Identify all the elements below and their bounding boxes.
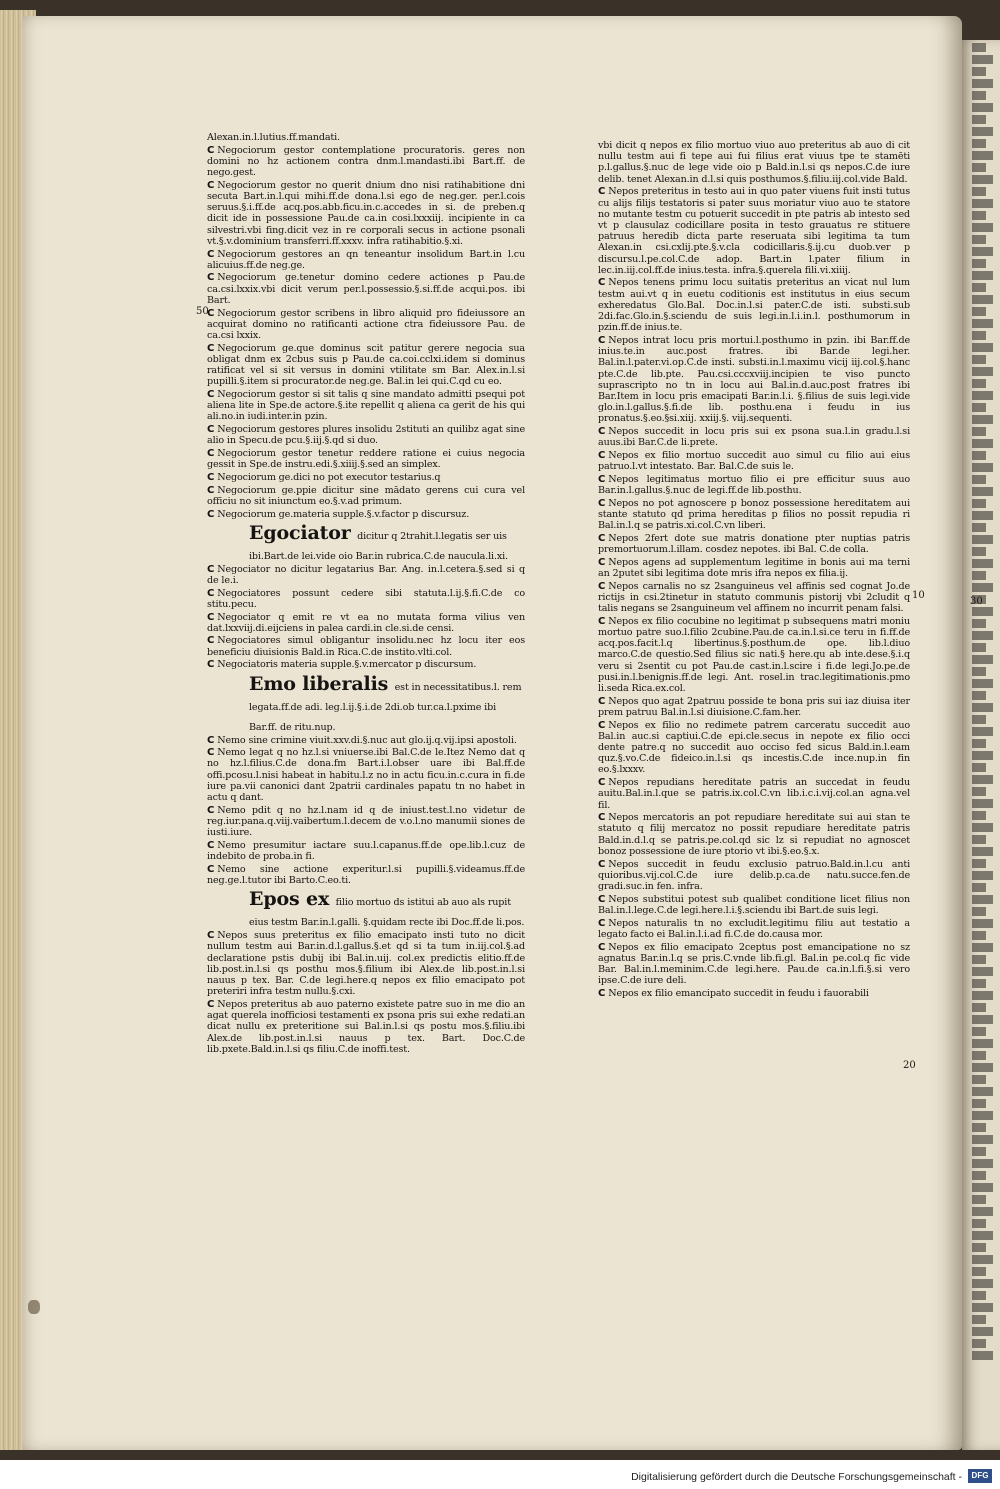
pilcrow-icon: C [207,930,215,942]
facing-page-text-line [972,295,993,304]
pilcrow-icon: C [207,863,215,875]
facing-page-text-line [972,1351,993,1360]
pilcrow-icon: C [598,812,606,824]
entry-text: Negociorum gestores plures insolidu 2stituti an quilibz agat sine alio in Specu.de pcu.§.iij.§.qd si duo. [207,424,525,447]
facing-page-text-line [972,451,986,460]
pilcrow-icon: C [598,580,606,592]
entry-text: Nemo presumitur iactare suu.l.capanus.ff.de ope.lib.l.cuz de indebito de proba.in fi. [207,839,525,863]
facing-page-text-line [972,319,993,328]
text-entry [207,659,525,670]
entry-text: Nepos tenens primu locu suitatis preteritus an vicat nul lum testm aui.vt q in euetu coditionis est institutus in eius secum exheredatus Glo.Bal. Doc.in.l.si pater.C.de isti. substi.sub 2di.fac.Glo.in.§.sciendu de suis legi.in.l.i.in.l. posthumorum in pzin.ff.de inius.te. [598,277,910,334]
facing-page-text-line [972,1135,993,1144]
pilcrow-icon: C [598,941,606,953]
facing-page-text-line [972,1279,993,1288]
entry-text: Nepos ex filio mortuo succedit auo simul cu filio aui eius patruo.l.vt intestato. Bar. Bal.C.de suis le. [598,449,910,473]
entry-text: Nepos ex filio cocubine no legitimat p subsequens matri moniu mortuo patre suo.l.filio 2cubine.Pau.de ca.in.l.si.ce teru in fi.ff.de acq.pos.facit.l.q libertinus.§.posthum.de ope. lib.l.diuo marco.C.de questio.Sed filius sic nati.§ here.qu ab inte.dese.§.i.q veru si 2sentit cu pot Pau.de cast.in.l.scire i fi.de legi.Jo.pe.de pusi.in.l.benignis.ff.de legi. Ant. rosel.in trac.legitimationis.pmo li.seda Rica.ex.col. [598,615,910,695]
entry-text: Negociorum gestor tenetur reddere ratione ei cuius negocia gessit in Spe.de instru.edi.§.xiiij.§.sed an simplex. [207,447,525,471]
facing-page-text-line [972,1003,986,1012]
entry-text: Negociorum gestores an qn teneantur insolidum Bart.in l.cu alicuius.ff.de neg.ge. [207,248,525,271]
facing-page-text-line [972,619,986,628]
facing-page-text-line [972,1291,986,1300]
text-entry [207,485,525,507]
facing-page-text-line [972,943,993,952]
text-entry [207,930,525,997]
facing-page-text-line [972,331,986,340]
facing-page-text-line [972,391,993,400]
text-entry [207,249,525,271]
text-entry [207,612,525,634]
facing-page-text-line [972,859,986,868]
pilcrow-icon: C [598,449,606,461]
pilcrow-icon: C [598,277,606,289]
text-entry [207,635,525,657]
text-entry [207,472,525,483]
entry-text: Nemo pdit q no hz.l.nam id q de iniust.test.l.no videtur de reg.iur.pana.q.viij.vaibertum.l.decem de v.o.l.no manumii siones de iusti.iure. [207,804,525,839]
text-entry [598,335,910,425]
facing-page-text-line [972,1111,993,1120]
text-entry [207,747,525,803]
facing-page-text-line [972,1207,993,1216]
facing-page-text-line [972,787,986,796]
facing-page-text-line [972,1063,993,1072]
pilcrow-icon: C [598,858,606,870]
facing-page-text-line [972,67,986,76]
text-entry [598,812,910,857]
text-entry [207,564,525,586]
facing-page-text-line [972,751,993,760]
heading-continuation: est in necessitatibus.l. rem legata.ff.de adi. leg.l.ij.§.i.de 2di.ob tur.ca.l.pxime ibi Bar.ff. de ritu.nup. [249,681,522,733]
facing-page-text-line [972,91,986,100]
pilcrow-icon: C [207,804,215,816]
facing-page-text-line [972,487,993,496]
pilcrow-icon: C [207,484,215,496]
entry-text: Nepos substitui potest sub qualibet conditione licet filius non Bal.in.l.lege.C.de legi.here.l.i.§.sciendu ibi Bart.de suis legi. [598,893,910,916]
facing-page-text-line [972,499,986,508]
facing-page-text-line [972,1183,993,1192]
pilcrow-icon: C [598,334,606,346]
text-entry [598,557,910,579]
text-entry [598,533,910,555]
facing-page-text-line [972,403,986,412]
facing-page-text-line [972,667,986,676]
entry-text: Negociorum gestor no querit dnium dno nisi ratihabitione dni secuta Bart.in.l.qui mihi.ff.de dona.l.si ego de neg.ger. per.l.cois seruus.§.i.ff.de acq.pos.abb.ficu.in.c.accedes in si. de preben.q dicit ide in possessione Pau.de ca.in cosi.lxxxiij. incipiente in ca silvestri.vbi fing.dicit vez in re corporali secus in actione psonali vt.§.v.dominium transferri.ff.xxxv. infra ratihabitio.§.xi. [207,179,525,247]
facing-page-text-line [972,355,986,364]
facing-page-text-line [972,55,993,64]
facing-page-text-line [972,871,993,880]
facing-page-text-line [972,343,993,352]
left-text-column [207,132,525,1056]
heading-initial-word: Egociator [249,521,351,544]
text-entry [207,424,525,446]
section-heading-nemo [249,674,525,734]
text-entry [598,918,910,940]
entry-text: Negociatoris materia supple.§.v.mercator p discursum. [217,659,477,671]
text-entry [598,616,910,694]
pilcrow-icon: C [598,615,606,627]
facing-page-text-line [972,367,993,376]
facing-page-text-line [972,571,986,580]
pilcrow-icon: C [598,893,606,905]
entry-text: Nepos repudians hereditate patris an succedat in feudu auitu.Bal.in.l.que se patris.ix.col.C.vn lib.i.c.i.vij.col.an agna.vel fil. [598,777,910,811]
text-entry [207,840,525,862]
text-entry [207,145,525,179]
facing-page-text-line [972,739,986,748]
facing-page-text-line [972,223,993,232]
entry-text: Nemo sine actione experitur.l.si pupilli.§.videamus.ff.de neg.ge.l.tutor ibi Barto.C.eo.ti. [207,863,525,886]
pilcrow-icon: C [207,471,215,483]
facing-page-text-line [972,967,993,976]
margin-number-10: 10 [912,590,925,601]
facing-page-text-line [972,379,986,388]
pilcrow-icon: C [207,248,215,260]
text-entry [598,277,910,333]
text-entry [207,805,525,839]
facing-page-text-line [972,547,986,556]
facing-page-text-line [972,247,993,256]
facing-page-text-line [972,955,986,964]
margin-number-50: 50 [196,306,209,317]
facing-page-text-line [972,919,993,928]
facing-page-text-line [972,79,993,88]
facing-page-text-line [972,583,993,592]
facing-page-text-line [972,1087,993,1096]
facing-page-text-line [972,631,993,640]
text-entry [207,999,525,1055]
facing-page-text-line [972,103,993,112]
entry-text: Nepos mercatoris an pot repudiare hereditate sui aui stan te statuto q filij mercatoz no possit repudiare hereditate patris Bald.in.d.l.q se patris.pe.col.qd sic lz si repudiat no agnoscet bonoz possessione de iure ptorio vt ibi.§.eo.§.x. [598,812,910,857]
text-entry [207,343,525,388]
facing-page-text-line [972,463,993,472]
text-entry [207,308,525,342]
pilcrow-icon: C [207,839,215,851]
facing-page-text-line [972,1255,993,1264]
pilcrow-icon: C [207,587,215,599]
text-entry [207,448,525,470]
entry-text: Negociorum ge.dici no pot executor testarius.q [217,471,441,483]
pilcrow-icon: C [207,998,215,1010]
entry-text: Nepos suus preteritus ex filio emacipato insti tuto no dicit nullum testm aui Bar.in.d.l.gallus.§.et qd si ta tum in.iij.col.§.ad declaratione pstis dubij ibi Bal.in.uij. col.ex predictis elitio.ff.de lib.post.in.l.si qs posthu mos.§.filium ibi Alex.de lib.post.in.l.si nauus p tex. Bar. C.de legi.here.q nepos ex filio emacipato pot preteriri infra testm nullu.§.cxi. [207,930,525,998]
text-entry [598,498,910,532]
facing-page-text-line [972,883,986,892]
entry-text: Nepos quo agat 2patruu posside te bona pris sui iaz diuisa iter prem patruu Bal.in.l.si diuisione.C.fam.her. [598,695,910,718]
facing-page-text-line [972,715,986,724]
entry-text: Nepos naturalis tn no excludit.legitimu filiu aut testatio a legato facto ei Bal.in.l.i.ad fi.C.de do.causa mor. [598,917,910,940]
facing-page-text-line [972,1339,986,1348]
heading-initial-word: Epos ex [249,888,330,911]
facing-page-text-line [972,151,993,160]
pilcrow-icon: C [207,307,215,319]
facing-page-text-line [972,991,993,1000]
facing-page-text-line [972,1039,993,1048]
pilcrow-icon: C [207,659,215,671]
text-entry [598,942,910,987]
facing-page-text-line [972,1195,986,1204]
pilcrow-icon: C [207,388,215,400]
entry-text: Negociorum ge.materia supple.§.v.factor p discursuz. [217,508,470,520]
text-entry [598,474,910,496]
facing-page-text-line [972,211,986,220]
facing-page-text-line [972,1051,986,1060]
pilcrow-icon: C [207,179,215,191]
text-entry [598,988,910,999]
facing-page-text-line [972,1243,986,1252]
facing-page-text-line [972,1123,986,1132]
text-entry [207,389,525,423]
facing-page-text-line [972,1267,986,1276]
pilcrow-icon: C [598,777,606,789]
facing-page-text-line [972,931,986,940]
facing-page-text-line [972,1303,993,1312]
facing-page-text-line [972,139,986,148]
entry-text: Nepos ex filio emancipato succedit in feudu i fauorabili [608,987,869,999]
facing-page-text-line [972,1327,993,1336]
facing-page-text-line [972,1219,986,1228]
facing-page-text-line [972,775,993,784]
pilcrow-icon: C [207,563,215,575]
text-entry [598,581,910,615]
entry-text: Negociator q emit re vt ea no mutata forma vilius ven dat.lxxviij.di.eijciens in palea cardi.in cle.si.de censi. [207,611,525,634]
facing-page-text-line [972,199,993,208]
facing-page-text-line [972,115,986,124]
pilcrow-icon: C [598,556,606,568]
facing-page-text-line [972,763,986,772]
facing-page-text-line [972,679,993,688]
pilcrow-icon: C [207,424,215,436]
entry-text: Alexan.in.l.lutius.ff.mandati. [207,132,340,143]
facing-page-text-line [972,1027,986,1036]
pilcrow-icon: C [598,186,606,198]
heading-initial-word: Emo liberalis [249,672,389,695]
pilcrow-icon: C [598,426,606,438]
facing-page-text-line [972,907,986,916]
entry-text: Negociorum gestor contemplatione procuratoris. geres non domini no hz actionem contra dnm.l.mandasti.ibi Bart.ff. de nego.gest. [207,144,525,179]
pilcrow-icon: C [598,473,606,485]
text-entry [598,140,910,185]
facing-page-edge [962,40,1000,1450]
pilcrow-icon: C [207,144,215,156]
section-heading-nepos [249,889,525,929]
facing-page-text-line [972,1147,986,1156]
entry-text: Nepos no pot agnoscere p bonoz possessione hereditatem aui stante statuto qd prima hereditas p filios no possit repudia ri Bal.in.l.q se patris.xi.col.C.vn liberi. [598,497,910,532]
pilcrow-icon: C [207,447,215,459]
entry-text: Negociorum ge.tenetur domino cedere actiones p Pau.de ca.csi.lxxix.vbi dicit verum per.l.possessio.§.si.ff.de acqui.pos. ibi Bart. [207,272,525,306]
facing-page-text-line [972,523,986,532]
pilcrow-icon: C [207,508,215,520]
pilcrow-icon: C [598,917,606,929]
entry-text: Negociorum gestor scribens in libro aliquid pro fideiussore an acquirat domino no ratificanti actione ctra fideiussore Pau. de ca.csi lxxix. [207,307,525,341]
facing-page-text-line [972,655,993,664]
heading-continuation: filio mortuo ds istitui ab auo als rupit eius testm Bar.in.l.galli. §.quidam recte ibi Doc.ff.de li.pos. [249,897,525,929]
facing-page-text-line [972,187,986,196]
facing-page-text-line [972,1315,986,1324]
text-entry [207,272,525,306]
entry-text: Nepos ex filio no redimete patrem carceratu succedit auo Bal.in auc.si captiui.C.de epi.cle.secus in nepote ex filio occi dente patre.q no succedit auo occiso fed sicus Bald.in.l.eam quz.§.vo.C.de fideico.in.l.si qs incestis.C.de ince.nup.in fin eo.§.lxxxv. [598,719,910,776]
entry-text: Negociorum gestor si sit talis q sine mandato admitti psequi pot aliena lite in Spe.de actore.§.ite repellit q aliena ca gerit de his qui ali.no.in iudi.inter.in pzin. [207,388,525,423]
entry-text: Negociatores simul obligantur insolidu.nec hz locu iter eos beneficiu diuisionis Bald.in Rica.C.de instito.vlti.col. [207,635,525,658]
facing-page-text-line [972,1099,986,1108]
text-entry [207,509,525,520]
section-heading-negociator [249,523,525,563]
entry-text: Nepos carnalis no sz 2sanguineus vel affinis sed cognat Jo.de rictijs in csi.2tinetur in statuto communis pistorij vbi 2cludit q talis negans se 2sanguineum vel affinem no incurrit penam falsi. [598,580,910,615]
entry-text: Nepos preteritus ab auo paterno existete patre suo in me dio an agat querela inofficiosi testamenti ex psona pris sui exhe redati.an dicat nullu ex preteritione sui Bal.in.l.si qs postu mos.§.filiu.ibi Alex.de lib.post.in.l.si nauus p tex. Bart. Doc.C.de lib.pxete.Bald.in.l.si qs filiu.C.de inoffi.test. [207,998,525,1055]
text-entry [598,777,910,811]
entry-text: Negociatores possunt cedere sibi statuta.l.ij.§.fi.C.de co stitu.pecu. [207,587,525,610]
entry-text: Nepos preteritus in testo aui in quo pater viuens fuit insti tutus cu alijs filijs testatoris si pater suus moriatur viuo auo te statore no mutante testm cu potuerit succedit in pte patris ab intesto sed vt p clausulaz codicillare posita in testo grauatus re stituere patruus heredib dicta parte reseruata sibi legitima ta tum Alexan.in csi.cxlij.pte.§.v.cla codicillaris.§.ij.cu duob.ver p discursu.l.pe.col.C.de adop. Bart.in l.pater filium in lec.in.iij.col.ff.de inius.testa. infra.§.querela fili.vi.xiiij. [598,186,910,276]
facing-page-text-line [972,799,993,808]
facing-page-text-line [972,127,993,136]
entry-text: Nepos 2fert dote sue matris donatione pter nuptias patris premortuorum.l.illam. cosdez nepotes. ibi Bal. C.de colla. [598,532,910,556]
text-entry [207,132,525,143]
text-entry [598,186,910,276]
pilcrow-icon: C [207,272,215,284]
text-entry [598,720,910,776]
pilcrow-icon: C [207,734,215,746]
entry-text: Nemo legat q no hz.l.si vniuerse.ibi Bal.C.de le.Itez Nemo dat q no hz.l.filius.C.de dona.fm Bart.i.l.obser uare ibi Bal.ff.de offi.pcosu.l.nisi habeat in habitu.l.z no in actu ficu.in.c.cura in fi.de iure pa.vii canonici dant 2patrii cardinales papatu tn no habet in actu q dant. [207,747,525,804]
margin-number-30: 30 [970,596,983,607]
facing-page-text-line [972,271,993,280]
dfg-logo: DFG [968,1469,992,1483]
text-entry [207,180,525,247]
facing-page-text-line [972,607,993,616]
facing-page-text-line [972,811,986,820]
pilcrow-icon: C [207,635,215,647]
facing-page-text-line [972,703,993,712]
facing-page-text-line [972,1159,993,1168]
facing-page-text-line [972,835,986,844]
entry-text: Nepos ex filio emacipato 2ceptus post emancipatione no sz agnatus Bar.in.l.q se pris.C.vnde lib.fi.gl. Bal.in pe.col.q fic vide Bar. Bal.in.l.meminim.C.de legi.here. Pau.de ca.in.l.fi.§.si vero ipse.C.de iure deli. [598,941,910,987]
entry-text: Nepos agens ad supplementum legitime in bonis aui ma terni an 2putet sibi legitima dote mris ifra nepos ex filia.ij. [598,556,910,580]
text-entry [207,735,525,746]
entry-text: Negociator no dicitur legatarius Bar. Ang. in.l.cetera.§.sed si q de le.i. [207,563,525,586]
facing-page-text-line [972,427,986,436]
facing-page-text-line [972,691,986,700]
facing-page-text-line [972,847,993,856]
text-entry [598,859,910,893]
footer-credit: Digitalisierung gefördert durch die Deutsche Forschungsgemeinschaft - [631,1471,962,1483]
facing-page-text-line [972,439,993,448]
facing-page-text-line [972,235,986,244]
pilcrow-icon: C [598,497,606,509]
entry-text: vbi dicit q nepos ex filio mortuo viuo auo preteritus ab auo di cit nullu testm aui fi tepe aui fui filius erat viuus tpe te stamēti p.l.gallus.§.nuc de lege vide oio p Bald.in.l.si qs nepos.C.de iure delib. tenet Alexan.in d.l.si quis posthumos.§.filiu.iij.col.vide Bald. [598,140,910,185]
text-entry [207,864,525,886]
facing-page-text-line [972,307,986,316]
facing-page-text-line [972,1015,993,1024]
facing-page-text-line [972,475,986,484]
text-entry [207,588,525,610]
pilcrow-icon: C [207,611,215,623]
margin-number-20: 20 [903,1060,916,1071]
right-text-column [598,140,910,1001]
facing-page-text-line [972,415,993,424]
facing-page-text-line [972,979,986,988]
heading-continuation: dicitur q 2trahit.l.legatis ser uis ibi.Bart.de lei.vide oio Bar.in rubrica.C.de naucula.li.xi. [249,530,508,562]
entry-text: Negociorum ge.ppie dicitur sine mādato gerens cui cura vel officiu no sit iniunctum eo.§.v.ad primum. [207,484,525,507]
pilcrow-icon: C [207,342,215,354]
text-entry [598,450,910,472]
facing-page-text-line [972,1075,986,1084]
facing-page-text-line [972,559,993,568]
facing-page-text-line [972,727,993,736]
pilcrow-icon: C [598,532,606,544]
facing-page-text-line [972,895,993,904]
ink-smudge [28,1300,40,1314]
facing-page-text-line [972,259,986,268]
facing-page-text-line [972,1231,993,1240]
facing-page-text-line [972,1171,986,1180]
text-entry [598,696,910,718]
entry-text: Nepos succedit in locu pris sui ex psona sua.l.in gradu.l.si auus.ibi Bar.C.de li.prete. [598,426,910,449]
facing-page-text-line [972,823,993,832]
entry-text: Negociorum ge.que dominus scit patitur gerere negocia sua obligat dnm ex 2cbus suis p Pau.de ca.coi.cclxi.idem si dominus ratificat vel si sit versus in domini vtilitate sm Bar. Alex.in.l.si pupilli.§.item si procurator.de neg.ge. Bal.in lei qui.C.qd cu eo. [207,342,525,388]
facing-page-text-line [972,283,986,292]
entry-text: Nemo sine crimine viuit.xxv.di.§.nuc aut glo.ij.q.vij.ipsi apostoli. [217,734,517,746]
pilcrow-icon: C [598,719,606,731]
entry-text: Nepos legitimatus mortuo filio ei pre efficitur suus auo Bar.in.l.gallus.§.nuc de legi.ff.de lib.posthu. [598,473,910,497]
facing-page-text-line [972,175,993,184]
facing-page-text-line [972,643,986,652]
facing-page-text-line [972,535,993,544]
entry-text: Nepos succedit in feudu exclusio patruo.Bald.in.l.cu anti quioribus.vij.col.C.de iure delib.p.ca.de natu.succe.fen.de gradi.suc.in fen. infra. [598,858,910,892]
pilcrow-icon: C [207,747,215,759]
pilcrow-icon: C [598,987,606,999]
text-entry [598,894,910,916]
facing-page-text-line [972,511,993,520]
pilcrow-icon: C [598,695,606,707]
facing-page-text-line [972,43,986,52]
text-entry [598,426,910,448]
facing-page-text-line [972,163,986,172]
entry-text: Nepos intrat locu pris mortui.l.posthumo in pzin. ibi Bar.ff.de inius.te.in auc.post fratres. ibi Bar.de legi.her. Bal.in.l.pater.vi.op.C.de insti. substi.in.l.maximu vicij iij.col.§.hanc pte.C.de lib.pte. Pau.csi.cccxviij.incipien te viso puncto suprascripto no tn in locu aui Bal.in.d.auc.post fratres ibi Bar.Item in locu pris emacipati Bar.in.l.i. §.filius de suis legi.vide glo.in.l.gallus.§.fi.de lib. posthu.ena i feudu in ius pronatus.§.eo.§si.xiij. xxiij.§. viij.sequenti. [598,334,910,425]
